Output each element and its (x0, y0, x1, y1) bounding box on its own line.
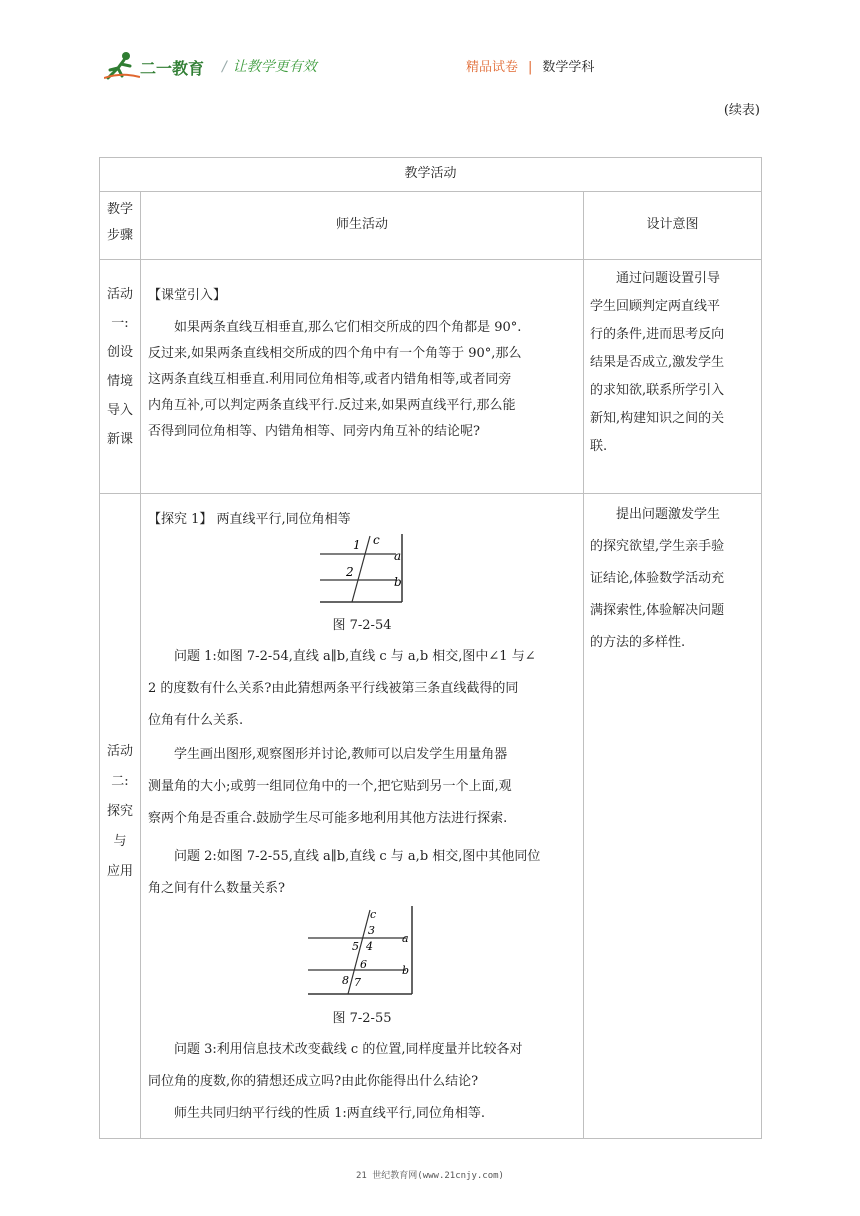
intent-line: 的方法的多样性. (590, 635, 686, 650)
fig1-label-b: b (394, 575, 402, 589)
column-header-steps-line2: 步骤 (106, 228, 133, 243)
intent-line: 的探究欲望,学生亲手验 (590, 539, 725, 554)
fig2-label-c: c (370, 908, 377, 921)
subject-label: 数学学科 (542, 60, 595, 75)
step-text: 活动 (106, 287, 133, 302)
step-text: 应用 (106, 864, 133, 879)
intent-line: 行的条件,进而思考反向 (590, 327, 725, 342)
intro-line: 反过来,如果两条直线相交所成的四个角中有一个角等于 90°,那么 (148, 346, 522, 361)
column-header-steps (100, 197, 140, 249)
discussion-line: 测量角的大小;或剪一组同位角中的一个,把它贴到另一个上面,观 (148, 779, 512, 794)
row2-intent (590, 499, 758, 659)
column-header-intent: 设计意图 (646, 217, 699, 232)
figure-7-2-55 (306, 906, 416, 996)
page-footer: 21 世纪教育网(www.21cnjy.com) (356, 1171, 504, 1181)
step-text: 导入 (106, 403, 133, 418)
conclusion: 师生共同归纳平行线的性质 1:两直线平行,同位角相等. (174, 1106, 486, 1121)
figure-7-2-54-caption: 图 7-2-54 (332, 618, 392, 633)
intent-line: 满探索性,体验解决问题 (590, 603, 725, 618)
question1-line: 问题 1:如图 7-2-54,直线 a∥b,直线 c 与 a,b 相交,图中∠1 与∠ (174, 649, 536, 664)
fig2-label-b: b (402, 964, 410, 977)
step-text: 新课 (106, 432, 133, 447)
fig2-label-angle7: 7 (354, 976, 361, 989)
intro-line: 否得到同位角相等、内错角相等、同旁内角互补的结论呢? (148, 424, 480, 439)
discussion-line: 学生画出图形,观察图形并讨论,教师可以启发学生用量角器 (174, 747, 508, 762)
intent-line: 结果是否成立,激发学生 (590, 355, 725, 370)
question2-line: 角之间有什么数量关系? (148, 881, 285, 896)
question2-line: 问题 2:如图 7-2-55,直线 a∥b,直线 c 与 a,b 相交,图中其他同位 (174, 849, 541, 864)
question3-line: 问题 3:利用信息技术改变截线 c 的位置,同样度量并比较各对 (174, 1042, 523, 1057)
brand-separator: | (528, 60, 533, 75)
column-header-steps-line1: 教学 (106, 202, 133, 217)
intent-line: 通过问题设置引导 (616, 271, 721, 286)
discussion-line: 察两个角是否重合.鼓励学生尽可能多地利用其他方法进行探索. (148, 811, 508, 826)
page-header (0, 0, 860, 90)
step-text: 情境 (106, 374, 133, 389)
intro-heading: 【课堂引入】 (148, 288, 227, 303)
fig2-label-angle6: 6 (360, 958, 367, 971)
table-title: 教学活动 (404, 166, 457, 181)
intent-line: 的求知欲,联系所学引入 (590, 383, 725, 398)
step-text: 一: (111, 316, 129, 331)
slogan: / 让教学更有效 (222, 59, 317, 75)
slogan-text: 让教学更有效 (232, 59, 317, 75)
intent-line: 学生回顾判定两直线平 (590, 299, 721, 314)
fig1-label-a: a (394, 549, 402, 563)
intro-line: 这两条直线互相垂直.利用同位角相等,或者内错角相等,或者同旁 (148, 372, 512, 387)
figure-7-2-55-caption: 图 7-2-55 (332, 1011, 392, 1026)
row1-intent (590, 265, 758, 461)
question3-line: 同位角的度数,你的猜想还成立吗?由此你能得出什么结论? (148, 1074, 479, 1089)
fig2-label-angle4: 4 (366, 940, 373, 953)
logo (104, 50, 214, 82)
intent-line: 提出问题激发学生 (616, 507, 721, 522)
step-text: 与 (113, 834, 127, 849)
step-text: 二: (111, 774, 129, 789)
continued-label: (续表) (723, 103, 760, 118)
step-text: 创设 (106, 345, 133, 360)
step-text: 活动 (106, 744, 133, 759)
runner-logo-icon (104, 50, 140, 80)
intent-line: 证结论,体验数学活动充 (590, 571, 725, 586)
question1-line: 位角有什么关系. (148, 713, 244, 728)
intro-line: 如果两条直线互相垂直,那么它们相交所成的四个角都是 90°. (174, 320, 522, 335)
intent-line: 新知,构建知识之间的关 (590, 411, 725, 426)
fig2-label-angle5: 5 (352, 940, 359, 953)
figure-7-2-54 (316, 534, 406, 604)
explore-heading: 【探究 1】 两直线平行,同位角相等 (148, 512, 351, 527)
fig2-label-angle8: 8 (342, 974, 349, 987)
intent-line: 联. (590, 439, 608, 454)
question1-line: 2 的度数有什么关系?由此猜想两条平行线被第三条直线截得的同 (148, 681, 519, 696)
fig1-label-angle1: 1 (353, 538, 361, 552)
row1-steps (100, 280, 140, 454)
step-text: 探究 (106, 804, 133, 819)
fig1-label-c: c (373, 534, 380, 547)
fig1-label-angle2: 2 (346, 565, 354, 579)
fig2-label-angle3: 3 (368, 924, 375, 937)
brand-subject (466, 56, 594, 75)
column-header-activity: 师生活动 (335, 217, 388, 232)
intro-line: 内角互补,可以判定两条直线平行.反过来,如果两直线平行,那么能 (148, 398, 516, 413)
logo-text: 二一教育 (140, 59, 205, 78)
brand-label: 精品试卷 (466, 60, 519, 75)
fig2-label-a: a (402, 932, 409, 945)
row2-steps (100, 737, 140, 887)
